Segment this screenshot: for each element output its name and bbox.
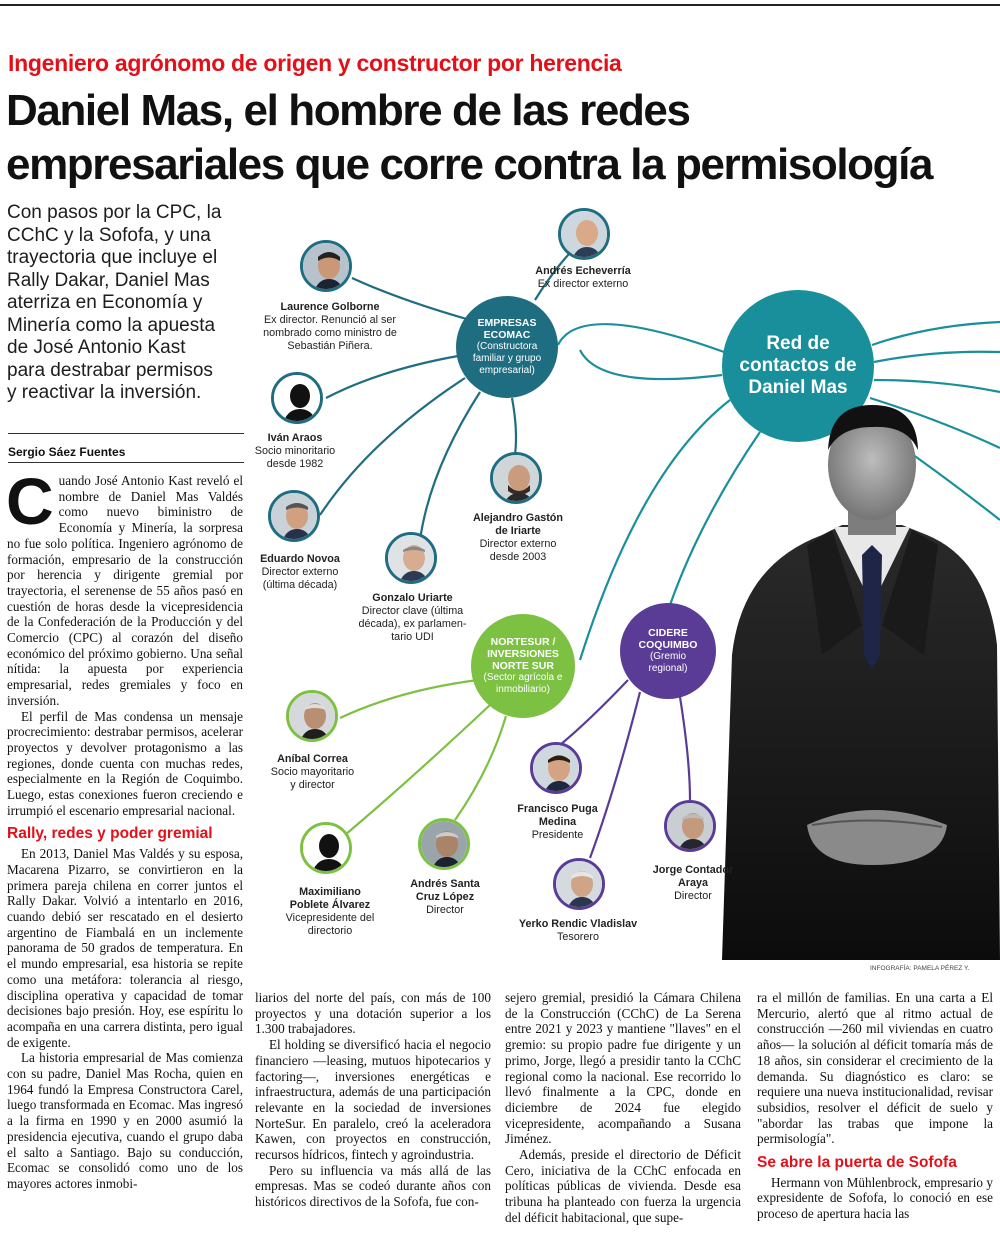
cidere-node	[620, 603, 716, 699]
node-sub: (Gremio	[649, 651, 687, 662]
person-label	[395, 878, 495, 917]
person-label	[270, 886, 390, 938]
person-role: y director	[290, 779, 335, 791]
person-role: (última década)	[262, 579, 338, 591]
deck-line: CChC y la Sofofa, y una	[7, 224, 211, 246]
body-column-3	[505, 990, 741, 1226]
node-sub: (Sector agrícola e	[483, 672, 563, 683]
deck-line: aterriza en Economía y	[7, 292, 203, 313]
body-column-2	[255, 990, 491, 1210]
deck-line: Rally Dakar, Daniel Mas	[7, 269, 210, 291]
person-label	[245, 753, 380, 792]
person-label	[638, 864, 748, 903]
person-name: Medina	[538, 816, 577, 828]
person-role: Ex director externo	[537, 278, 629, 290]
person-name: Maximiliano	[299, 886, 361, 898]
node-title: CIDERE	[648, 627, 688, 639]
avatar-silhouette	[271, 372, 323, 424]
paragraph: En 2013, Daniel Mas Valdés y su esposa, Macarena Pizarro, se convirtieron en la primera pareja chilena en correr juntos el Rally Dakar. Volvió a intentarlo en 2016, cuando debió ser rescatado en el desierto argentino de Fiambalá en un inclemente panorama de 50 grados de temperatura. En el mundo empresarial, esa historia se repite como una metáfora: tolerancia al riesgo, disciplina operativa y capacidad de tomar decisiones bajo presión. Hoy, ese espíritu lo acompaña en una carrera distinta, pero igual de exigente.	[7, 846, 243, 1050]
deck-line: Minería como la apuesta	[7, 314, 216, 336]
person-name: de Iriarte	[495, 525, 541, 537]
avatar	[385, 532, 437, 584]
person-name: Andrés Echeverría	[535, 265, 631, 277]
kicker: Ingeniero agrónomo de origen y constructor por herencia	[8, 50, 622, 76]
person-role: Director externo	[261, 566, 339, 578]
person-name: Eduardo Novoa	[260, 553, 340, 565]
person-label	[240, 432, 350, 471]
byline-rule	[8, 462, 244, 463]
person-role: directorio	[307, 925, 353, 937]
person-name: Yerko Rendic Vladislav	[518, 918, 638, 930]
avatar	[268, 490, 320, 542]
body-column-4	[757, 990, 993, 1222]
subhead: Se abre la puerta de Sofofa	[757, 1154, 957, 1172]
deck-line: para destrabar permisos	[7, 359, 213, 381]
person-role: Socio mayoritario	[270, 766, 355, 778]
hub-label: contactos de	[739, 355, 857, 376]
deck-rule	[8, 433, 244, 434]
subhead: Rally, redes y poder gremial	[7, 825, 213, 843]
headline-line: empresariales que corre contra la permisología	[6, 140, 933, 189]
paragraph: Cuando José Antonio Kast reveló el nombre de Daniel Mas Valdés como nuevo biministro de Economía y Minería, la sorpresa no fue solo política. Ingeniero agrónomo de formación, empresario de la construcción por herencia y dirigente gremial por trayectoria, el serenense de 55 años pasó en cuestión de horas desde la vicepresidencia de la Confederación de la Producción y del Comercio (CPC) al corazón del diseño económico del próximo gobierno. Una señal nítida: la apuesta por experiencia empresarial, redes gremiales y foco en inversión.	[6, 464, 243, 708]
node-sub: inmobiliario)	[496, 684, 550, 695]
person-role: tario UDI	[391, 631, 434, 643]
person-name: Gonzalo Uriarte	[372, 592, 453, 604]
dropcap: C	[6, 464, 54, 538]
avatar	[300, 240, 352, 292]
avatar	[553, 858, 605, 910]
person-label	[250, 301, 410, 353]
person-name: Jorge Contador	[652, 864, 734, 876]
node-sub: regional)	[648, 663, 688, 674]
node-title: INVERSIONES	[487, 648, 559, 660]
person-name: Francisco Puga	[517, 803, 598, 815]
person-label	[505, 803, 610, 842]
node-sub: (Constructora	[476, 341, 538, 352]
paragraph: Pero su influencia va más allá de las empresas. Mas se codeó durante años con históricos directivos de la Sofofa, fue con-	[255, 1162, 491, 1210]
node-title: ECOMAC	[483, 329, 531, 341]
headline	[6, 84, 996, 192]
hub-label: Daniel Mas	[748, 377, 848, 398]
paragraph: Además, preside el directorio de Déficit Cero, iniciativa de la CChC enfocada en políticas públicas de vivienda. Desde esa tribuna ha planteado con fuerza la urgencia del déficit habitacional, que supe-	[505, 1147, 741, 1225]
hub-label: Red de	[766, 333, 830, 354]
person-role: Director clave (última	[361, 605, 464, 617]
person-role: Vicepresidente del	[285, 912, 375, 924]
person-label	[518, 265, 648, 291]
person-role: Sebastián Piñera.	[287, 340, 373, 352]
avatar-silhouette	[300, 822, 352, 874]
person-name: Poblete Álvarez	[289, 899, 371, 911]
person-name: Andrés Santa	[410, 878, 480, 890]
node-title: EMPRESAS	[477, 317, 537, 329]
person-name: Cruz López	[415, 891, 475, 903]
ecomac-node	[456, 296, 558, 398]
paragraph: La historia empresarial de Mas comienza con su padre, Daniel Mas Rocha, quien en 1964 fundó la Empresa Constructora Carel, luego transformada en Ecomac. Mas ingresó a la firma en 1990 y en 2000 asumió la presidencia ejecutiva, cuando el grupo daba el salto a Santiago. Bajo su conducción, Ecomac se consolidó como uno de los mayores actores inmobi-	[7, 1050, 243, 1191]
node-title: COQUIMBO	[638, 639, 698, 651]
avatar	[418, 818, 470, 870]
person-role: Director externo	[479, 538, 557, 550]
photo-credit: INFOGRAFÍA: PAMELA PÉREZ Y.	[870, 965, 970, 972]
paragraph: ra el millón de familias. En una carta a El Mercurio, alertó que al ritmo actual de construcción —260 mil viviendas en cuatro años— la solución al déficit tomaría más de 18 años, sin considerar el crecimiento de la demanda. Su diagnóstico es claro: se requiere una nueva institucionalidad, revisar subsidios, resolver el déficit de suelo y "abordar las trabas que impone la permisología".	[757, 990, 993, 1147]
avatar	[490, 452, 542, 504]
person-label	[240, 553, 360, 592]
node-sub: empresarial)	[479, 365, 535, 376]
paragraph: El perfil de Mas condensa un mensaje procrecimiento: destrabar permisos, acelerar proyectos y devolver protagonismo a las regiones, donde cuenta con muchas redes, especialmente en la Región de Coquimbo. Luego, estas conexiones fueron creciendo e irrumpió el escenario empresarial nacional.	[7, 708, 243, 818]
person-role: Tesorero	[556, 931, 599, 943]
node-title: NORTE SUR	[492, 660, 554, 672]
person-role: desde 1982	[266, 458, 324, 470]
person-role: Director	[674, 890, 712, 902]
nortesur-node	[471, 614, 575, 718]
node-title: NORTESUR /	[490, 636, 556, 648]
person-name: Araya	[677, 877, 708, 889]
person-label	[508, 918, 648, 944]
node-sub: familiar y grupo	[472, 353, 542, 364]
paragraph: Hermann von Mühlenbrock, empresario y expresidente de Sofofa, lo conoció en ese proceso de apertura hacia las	[757, 1174, 993, 1222]
person-label	[458, 512, 578, 564]
person-role: Socio minoritario	[254, 445, 336, 457]
person-role: Director	[426, 904, 464, 916]
person-name: Alejandro Gastón	[473, 512, 563, 524]
byline: Sergio Sáez Fuentes	[8, 445, 126, 459]
person-role: década), ex parlamen-	[358, 618, 467, 630]
deck-line: de José Antonio Kast	[7, 337, 186, 358]
headline-line: Daniel Mas, el hombre de las redes	[6, 86, 690, 135]
person-role: Presidente	[531, 829, 584, 841]
daniel-mas-photo	[712, 395, 1000, 960]
deck-line: trayectoria que incluye el	[7, 247, 218, 268]
deck-line: Con pasos por la CPC, la	[7, 202, 222, 223]
deck	[7, 202, 247, 405]
person-role: nombrado como ministro de	[263, 327, 397, 339]
deck-line: y reactivar la inversión.	[7, 382, 202, 403]
person-label	[345, 592, 480, 644]
avatar	[664, 800, 716, 852]
avatar	[286, 690, 338, 742]
avatar	[558, 208, 610, 260]
person-role: desde 2003	[489, 551, 547, 563]
avatar	[530, 742, 582, 794]
person-name: Laurence Golborne	[280, 301, 380, 313]
person-name: Aníbal Correa	[277, 753, 348, 765]
top-rule	[0, 4, 1000, 6]
paragraph: El holding se diversificó hacia el negocio financiero —leasing, mutuos hipotecarios y factoring—, inversiones energéticas e infraestructura, además de una participación relevante en la sociedad de inversiones NorteSur. En paralelo, creó la aceleradora Kawen, con proyectos en construcción, recursos hídricos, fintech y agroindustria.	[255, 1037, 491, 1163]
body-column-1	[6, 464, 243, 1192]
person-role: Ex director. Renunció al ser	[263, 314, 397, 326]
paragraph: liarios del norte del país, con más de 100 proyectos y una dotación superior a los 1.300 trabajadores.	[255, 990, 491, 1037]
person-name: Iván Araos	[267, 432, 323, 444]
paragraph: sejero gremial, presidió la Cámara Chilena de la Construcción (CChC) de La Serena entre 2021 y 2023 y mantiene "llaves" en el gremio: su propio padre fue dirigente y un primo, Jorge, llegó a presidir tanto la CChC regional como la nacional. Ese recorrido lo llevó finalmente a la CPC, donde en diciembre de 2024 fue elegido vicepresidente, acompañando a Susana Jiménez.	[505, 990, 741, 1147]
